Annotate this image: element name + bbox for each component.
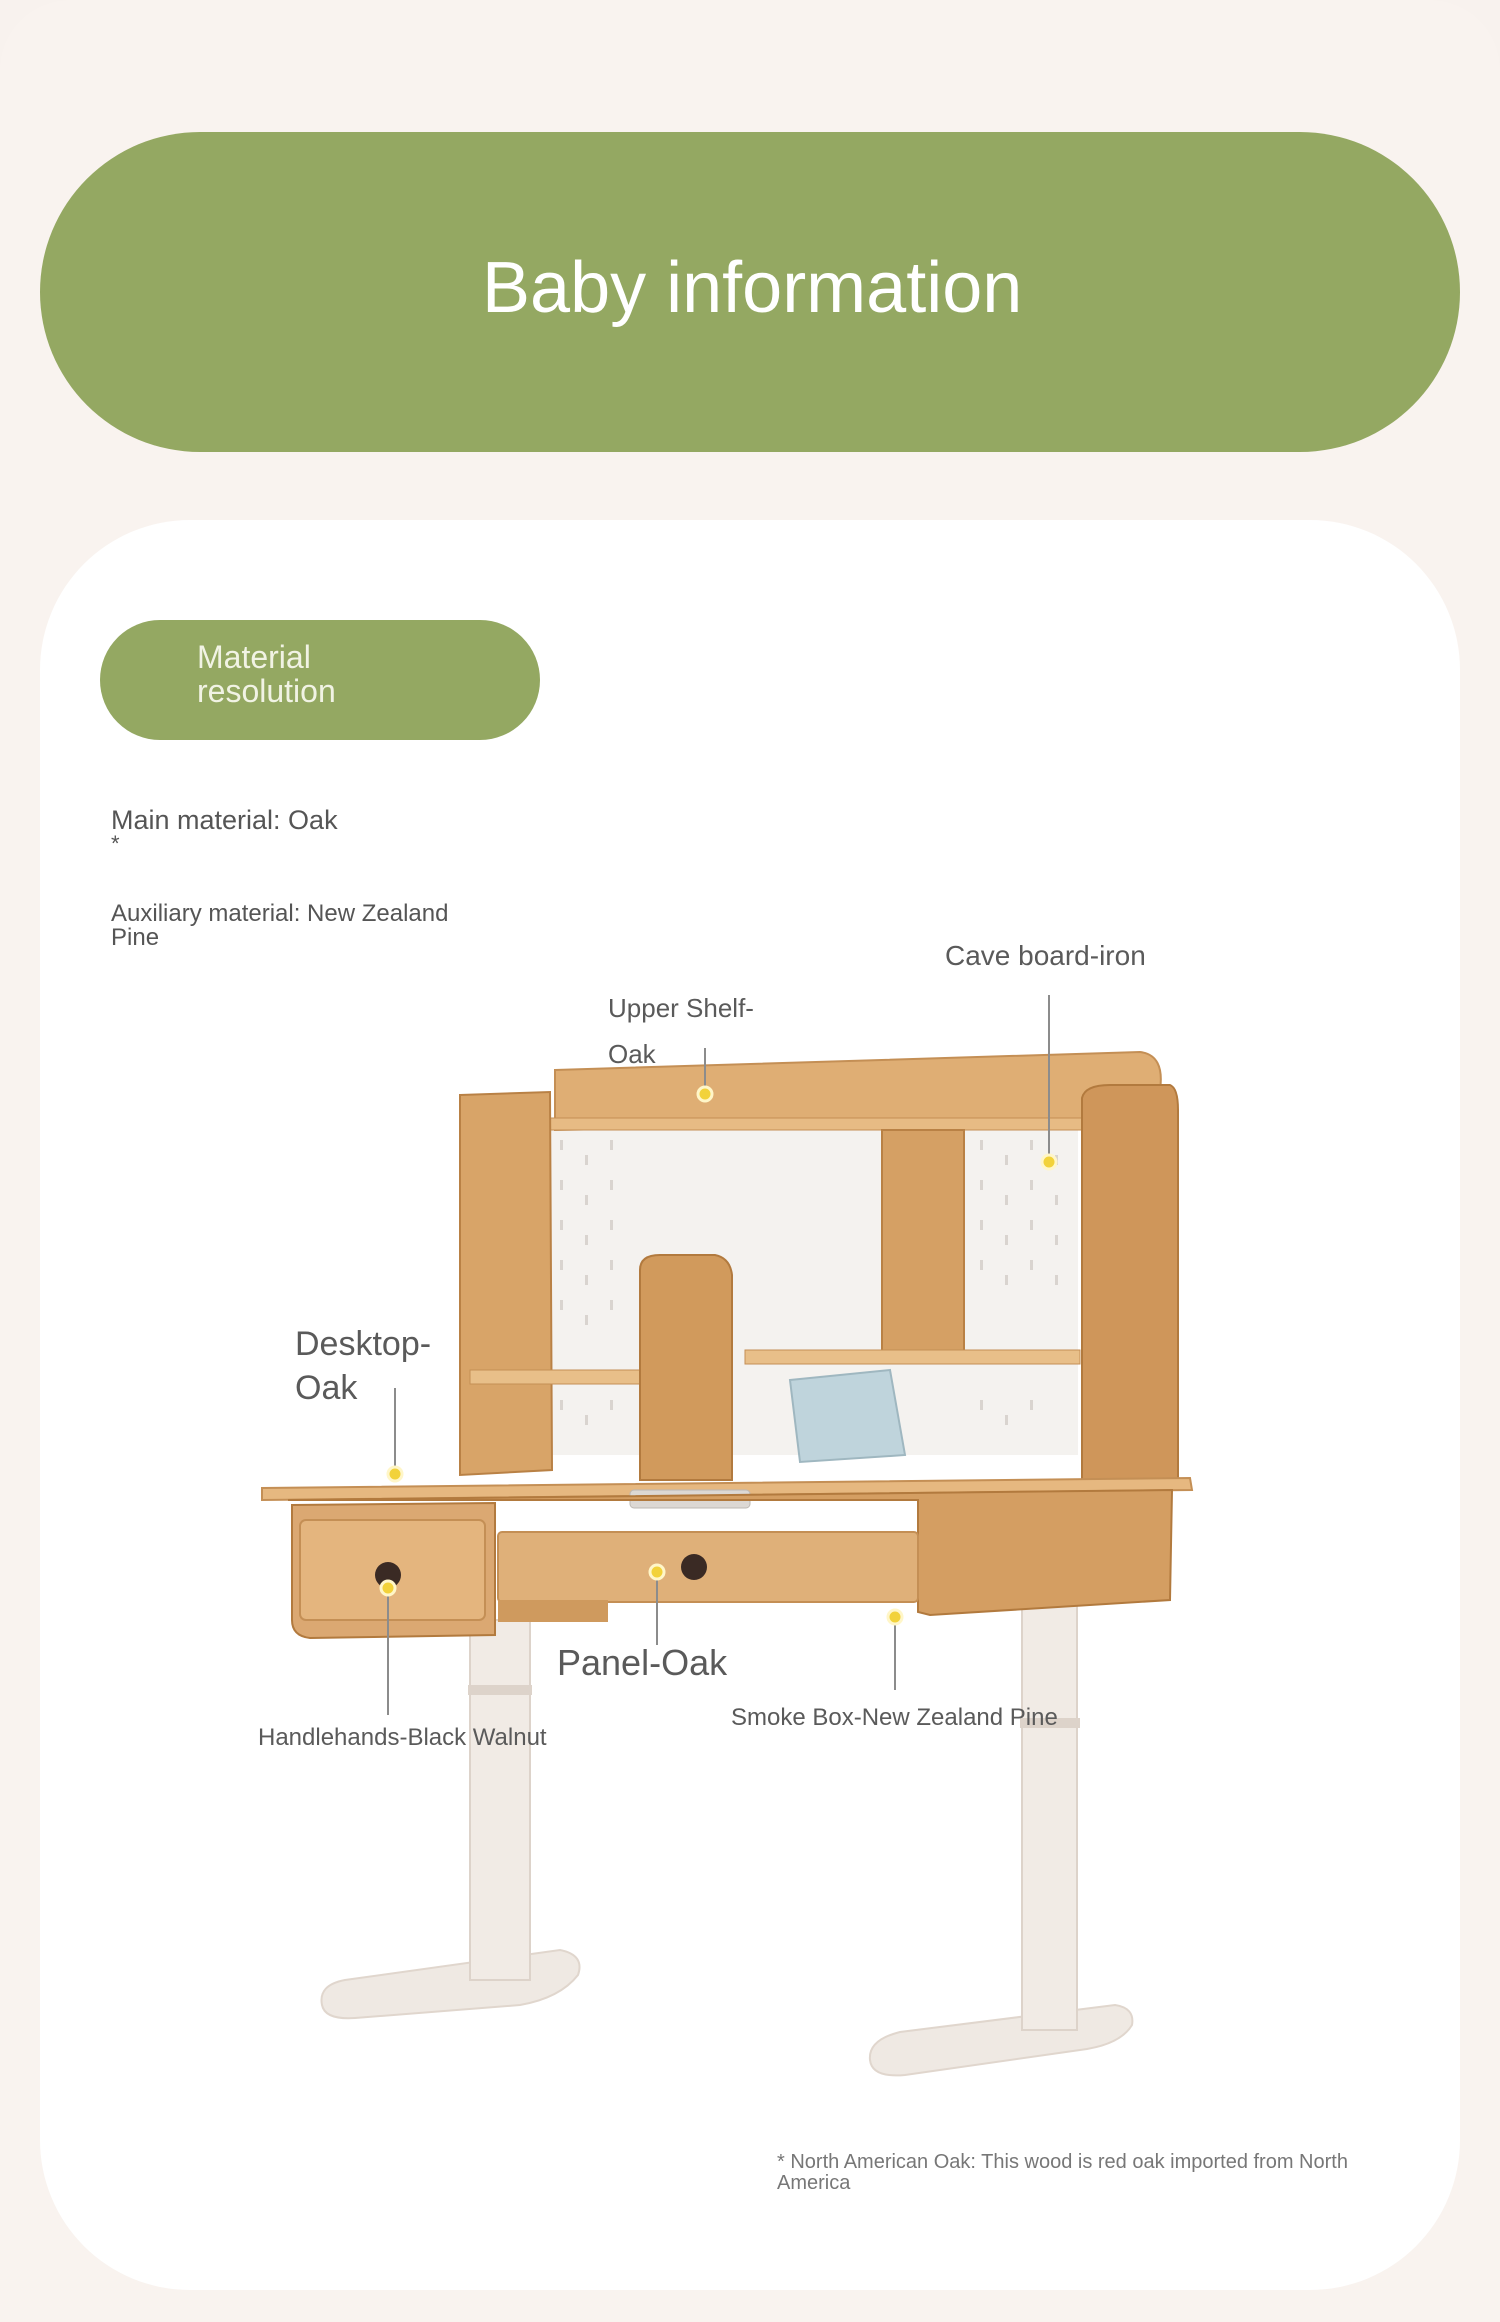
marker-cave-board	[1042, 1155, 1056, 1169]
callout-handle: Handlehands-Black Walnut	[258, 1724, 547, 1751]
right-shelf	[745, 1350, 1080, 1364]
center-drawer	[498, 1532, 918, 1602]
hutch-divider	[882, 1130, 964, 1360]
marker-panel	[650, 1565, 664, 1579]
reading-stand	[790, 1370, 905, 1462]
right-leg	[1022, 1590, 1077, 2030]
callout-smoke-box: Smoke Box-New Zealand Pine	[731, 1704, 1058, 1731]
callout-upper-shelf: Upper Shelf-Oak	[608, 993, 754, 1069]
hutch-right-side	[1082, 1085, 1178, 1490]
section-pill-label: Material resolution	[197, 639, 336, 709]
hutch-left-side	[460, 1092, 552, 1475]
marker-handle	[381, 1581, 395, 1595]
book-stand	[640, 1255, 732, 1480]
right-foot	[870, 2005, 1133, 2075]
left-drawer-base	[498, 1600, 608, 1622]
upper-shelf-ledge	[468, 1118, 1088, 1130]
main-material-note: *	[111, 831, 120, 856]
left-leg	[470, 1620, 530, 1980]
main-material-text: Main material: Oak	[111, 805, 338, 835]
left-foot	[321, 1950, 579, 2018]
marker-smoke-box	[888, 1610, 902, 1624]
callout-panel: Panel-Oak	[557, 1642, 728, 1683]
auxiliary-material: Auxiliary material: New Zealand Pine	[111, 900, 449, 951]
callout-cave-board: Cave board-iron	[945, 940, 1146, 971]
callout-desktop: Desktop-Oak	[295, 1325, 432, 1407]
left-leg-ring	[468, 1685, 532, 1695]
marker-upper-shelf	[698, 1087, 712, 1101]
left-shelf	[470, 1370, 640, 1384]
page-title: Baby information	[482, 248, 1023, 328]
footnote: * North American Oak: This wood is red oak imported from North America	[777, 2151, 1348, 2194]
center-drawer-handle	[681, 1554, 707, 1580]
marker-desktop	[388, 1467, 402, 1481]
